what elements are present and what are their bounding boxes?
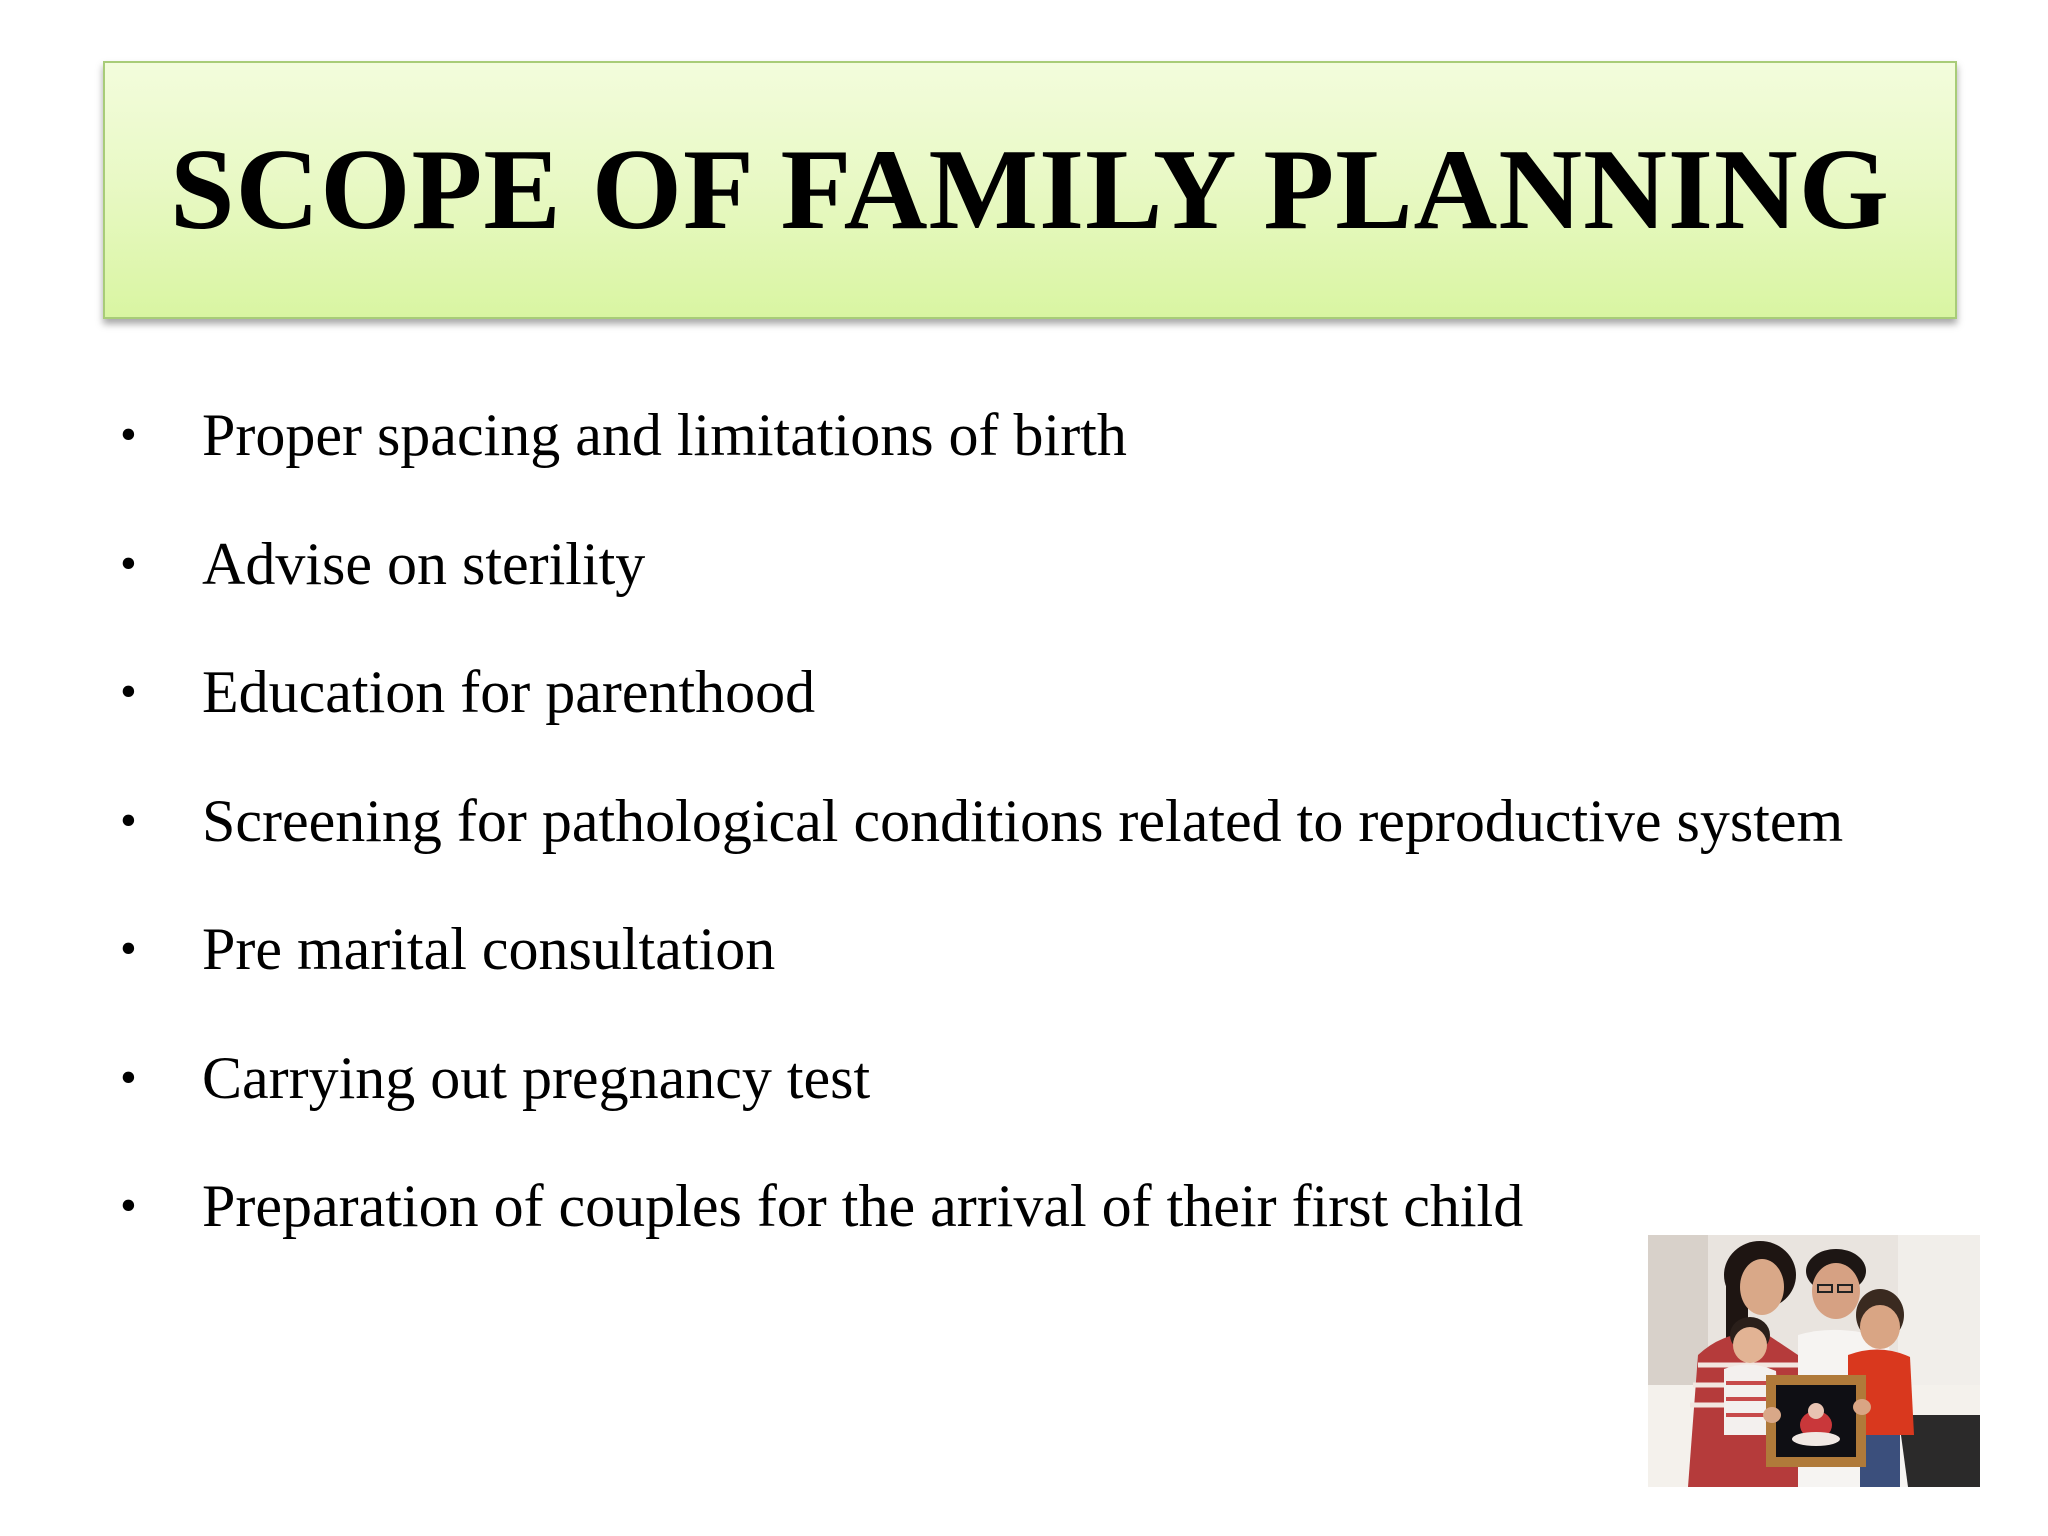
list-item [120,1037,1950,1166]
list-item [120,394,1950,523]
title-banner [103,61,1957,319]
bullet-text: Pre marital consultation [202,916,776,982]
bullet-text: Screening for pathological conditions related to reproductive system [202,787,1844,854]
bullet-text: Advise on sterility [202,530,646,597]
bullet-text: Carrying out pregnancy test [202,1044,871,1111]
list-item [120,523,1950,652]
bullet-marker: • [120,665,137,718]
list-item [120,780,1950,909]
slide-title: SCOPE OF FAMILY PLANNING [169,125,1891,254]
bullet-marker: • [120,536,137,590]
bullet-text: Proper spacing and limitations of birth [202,402,1127,468]
family-photo-illustration [1648,1235,1980,1487]
list-item [120,651,1950,780]
bullet-marker: • [120,408,137,461]
bullet-marker: • [120,922,137,975]
bullet-text: Preparation of couples for the arrival of their first child [202,1173,1524,1239]
bullet-text: Education for parenthood [202,659,816,725]
bullet-marker: • [120,793,137,847]
bullet-marker: • [120,1050,137,1104]
bullet-list [120,394,1950,1294]
family-photo [1648,1235,1980,1487]
bullet-marker: • [120,1179,137,1232]
list-item [120,908,1950,1037]
